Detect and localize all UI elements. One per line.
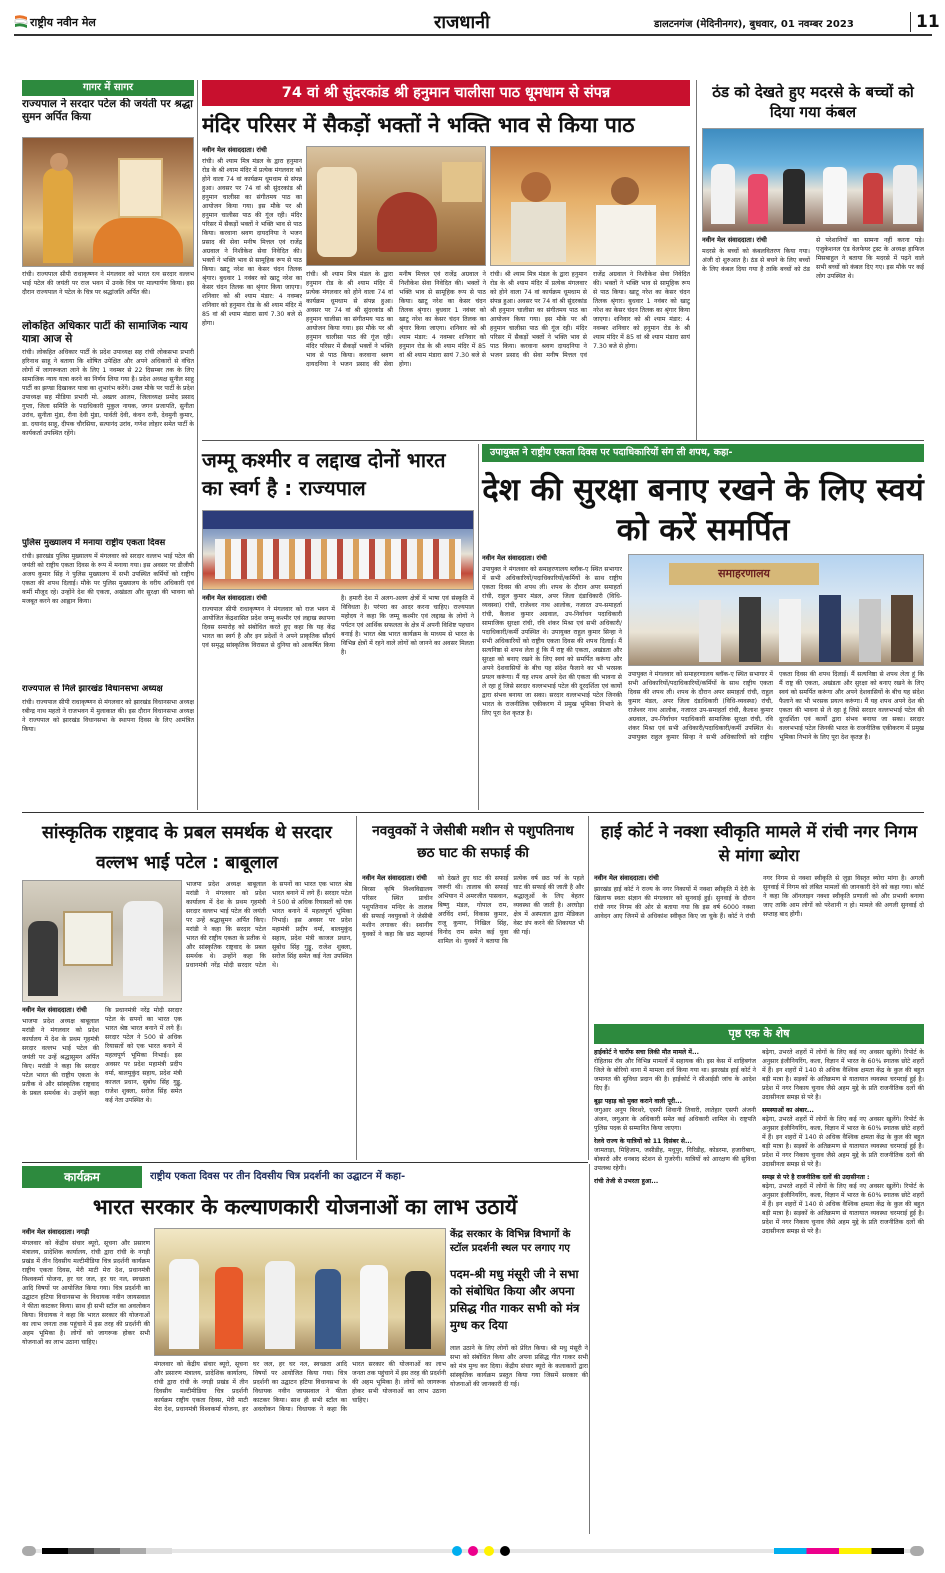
left-story-3-headline: पुलिस मुख्यालय में मनाया राष्ट्रीय एकता दिवस	[22, 538, 166, 548]
left-story-4-headline: राज्यपाल से मिले झारखंड विधानसभा अध्यक्ष	[22, 684, 163, 694]
jk-byline: नवीन मेल संवाददाता। रांची	[202, 594, 267, 602]
unity-body-col	[482, 554, 622, 804]
top-story-headline: मंदिर परिसर में सैकड़ों भक्तों ने भक्ति भाव से किया पाठ	[202, 113, 635, 137]
blanket-byline: नवीन मेल संवाददाता। रांची	[702, 236, 767, 244]
left-story-1-caption: रांची। राज्यपाल सीपी राधाकृष्णन ने मंगलवार को भारत रत्न सरदार वल्लभ भाई पटेल की जयंती पर राज भवन में उनके चित्र पर माल्यार्पण किया। इस दौरान राज्यपाल ने पटेल के चित्र पर श्रद्धांजलि अर्पित की।	[22, 271, 194, 296]
section-label-gagar: गागर में सागर	[22, 80, 194, 96]
unity-headline: देश की सुरक्षा बनाए रखने के लिए स्वयं को करें समर्पित	[482, 472, 924, 548]
unity-body-col-2	[628, 670, 924, 804]
top-story-body-cont-2: रांची। श्री श्याम मित्र मंडल के द्वारा हनुमान रोड के श्री श्याम मंदिर में प्रत्येक मंगलवार को होने वाला 74 वां कार्यक्रम धूमधाम से संपन्न हुआ। अवसर पर 74 वां श्री सुंदरकांड श्री हनुमान चालीसा का संगीतमय पाठ का आयोजन किया गया। इस मौके पर श्री हनुमान चालीसा पाठ की गूंज रही। मंदिर परिसर में सैकड़ों भक्तों ने भक्ति भाव से पाठ किया। करवाना श्रवण दायदनिया ने भजन प्रसाद की सेवा मनीष मित्तल एवं राजेंद्र अग्रवाल ने निशीकेश सेवा निवेदित की। भक्तों ने भक्ति भाव से सामूहिक रूप से पाठ किया। खाटू नरेश का केसर चंदन तिलक श्रृंगार। बुधवार 1 नवंबर को खाटू नरेश का केसर चंदन तिलक का श्रृंगार किया जाएगा। शनिवार को श्री श्याम मंडार: 4 नवम्बर शनिवार को हनुमान रोड के श्री श्याम मंदिर में 85 वां श्री श्याम मंडारा सायं 7.30 बजे से होगा।	[490, 271, 690, 359]
top-story-body-cont: रांची। श्री श्याम मित्र मंडल के द्वारा हनुमान रोड के श्री श्याम मंदिर में प्रत्येक मंगलवार को होने वाला 74 वां कार्यक्रम धूमधाम से संपन्न हुआ। अवसर पर 74 वां श्री सुंदरकांड श्री हनुमान चालीसा का संगीतमय पाठ का आयोजन किया गया। इस मौके पर श्री हनुमान चालीसा पाठ की गूंज रही। मंदिर परिसर में सैकड़ों भक्तों ने भक्ति भाव से पाठ किया। करवाना श्रवण दायदनिया ने भजन प्रसाद की सेवा मनीष मित्तल एवं राजेंद्र अग्रवाल ने निशीकेश सेवा निवेदित की। भक्तों ने भक्ति भाव से सामूहिक रूप से पाठ किया। खाटू नरेश का केसर चंदन तिलक श्रृंगार। बुधवार 1 नवंबर को खाटू नरेश का केसर चंदन तिलक का श्रृंगार किया जाएगा। शनिवार को श्री श्याम मंडार: 4 नवम्बर शनिवार को हनुमान रोड के श्री श्याम मंदिर में 85 वां श्री श्याम मंडारा सायं 7.30 बजे से होगा।	[306, 271, 486, 368]
jk-body-col	[202, 594, 474, 804]
tricolor-wave-icon	[14, 14, 28, 30]
left-story-1-headline: राज्यपाल ने सरदार पटेल की जयंती पर श्रद्धा सुमन अर्पित किया	[22, 98, 193, 123]
blanket-body: मदरसे के बच्चों को कंबलवितरण किया गया। अंजी दो शुरुआत है। ठंड से बचने के लिए बच्चों के लिए कंबल दिया गया है ताकि बच्चों को ठंड से परेशानियों का सामना नहीं करना पड़े। एजुकेशनल एंड वेलफेयर ट्रस्ट के अध्यक्ष हाफिज मिसबाहुल ने बताया कि मदरसे में पढ़ने वाले सभी बच्चों को कंबल दिए गए। इस मौके पर कई लोग उपस्थित थे।	[702, 237, 924, 280]
pond-body: बिरसा कृषि विश्वविद्यालय परिसर स्थित प्राचीन पशुपतिनाथ मन्दिर के तालाब की सफाई नवयुवकों ने जेसीबी मशीन लगाकर की। स्थानीय युवकों ने कहा कि छठ महापर्व को देखते हुए घाट की सफाई जरूरी थी। तालाब की सफाई अभियान में अमरजीत पासवान, बिष्णु मंडल, गोपाल राम, अरविंद शर्मा, विकास कुमार, राजू कुमार, निखिल सिंह, विनोद राम समेत कई युवा शामिल थे। युवकों ने बताया कि प्रत्येक वर्ष छठ पर्व के पहले घाट की सफाई की जाती है और श्रद्धालुओं के लिए बेहतर व्यवस्था की जाती है। अरघोड़ा क्षेत्र में अस्पताल द्वारा मेडिकल वेस्ट डंप करने की शिकायत भी की गई।	[362, 875, 584, 945]
unity-body: उपायुक्त ने मंगलवार को समाहरणालय ब्लॉक-ए स्थित सभागार में सभी अधिकारियों/पदाधिकारियों/कर्मियों के साथ राष्ट्रीय एकता दिवस की शपथ ली। शपथ के दौरान अपर समाहर्ता रांची, राहुल कुमार मंडल, अपर जिला दंडाधिकारी (विधि-व्यवस्था) रांची, राजेश्वर नाथ आलोक, नजारत उप-समाहर्ता रांची, कैलाश कुमार अग्रवाल, उप-निर्वाचन पदाधिकारी सामाजिक सुरक्षा रांची, रवि शंकर मिश्रा एवं सभी अधिकारी/पदाधिकारी/कर्मी उपस्थित थे। उपायुक्त राहुल कुमार सिन्हा ने सभी अधिकारियों को राष्ट्रीय एकता दिवस की शपथ दिलाई। मैं सत्यनिष्ठा से शपथ लेता हूं कि मैं राष्ट्र की एकता, अखंडता और सुरक्षा को बनाए रखने के लिए स्वयं को समर्पित करूंगा और अपने देशवासियों के बीच यह संदेश फैलाने का भी भरसक प्रयत्न करूंगा। मैं यह शपथ अपने देश की एकता की भावना से ले रहा हूं जिसे सरदार वल्लभभाई पटेल की दूरदर्शिता एवं कार्यों द्वारा संभव बनाया जा सका। सरदार वल्लभभाई पटेल जिनकी भारत के राजनीतिक एकीकरण में प्रमुख भूमिका निभाने के लिए पूरा देश कृतज्ञ है।	[482, 566, 622, 717]
unity-photo-banner: समाहरणालय	[669, 563, 819, 585]
page-one-rest-label: पृष्ठ एक के शेष	[594, 1024, 924, 1044]
top-story-banner: 74 वां श्री सुंदरकांड श्री हनुमान चालीसा पाठ धूमधाम से संपन्न	[202, 80, 690, 106]
patel-body: भाजपा प्रदेश अध्यक्ष बाबूलाल मरांडी ने मंगलवार को प्रदेश कार्यालय में देश के प्रथम गृहमंत्री सरदार वल्लभ भाई पटेल की जयंती पर उन्हें श्रद्धासुमन अर्पित किए। मरांडी ने कहा कि सरदार पटेल भारत की राष्ट्रीय एकता के प्रतीक थे और सांस्कृतिक राष्ट्रवाद के प्रबल समर्थक थे। उन्होंने कहा कि प्रधानमंत्री नरेंद्र मोदी सरदार पटेल के सपनों का भारत एक भारत श्रेष्ठ भारत बनाने में लगे हैं। सरदार पटेल ने 500 से अधिक रियासतों को एक भारत बनाने में महत्वपूर्ण भूमिका निभाई। इस अवसर पर प्रदेश महामंत्री प्रदीप वर्मा, बालमुकुंद सहाय, प्रदेश मंत्री काजल प्रधान, सुबोध सिंह गुड्डू, राजेश शुक्ला, सरोज सिंह समेत कई नेता उपस्थित थे।	[22, 1007, 182, 1104]
blanket-headline: ठंड को देखते हुए मदरसे के बच्चों को दिया गया कंबल	[712, 83, 914, 121]
left-story-4	[22, 684, 194, 695]
sundarkand-photo-2	[490, 146, 690, 266]
hc-headline: हाई कोर्ट ने नक्शा स्वीकृति मामले में रांची नगर निगम से मांगा ब्योरा	[600, 822, 918, 865]
blanket-photo	[702, 128, 924, 232]
jk-headline: जम्मू कश्मीर व लद्दाख दोनों भारत का स्वर्ग है : राज्यपाल	[202, 448, 446, 500]
rest-item6-head: समझ से परे है राजनीतिक दलों की उदासीनता :	[762, 1174, 870, 1181]
masthead	[14, 10, 940, 36]
patel-body-col1	[22, 1006, 182, 1160]
unity-kicker: उपायुक्त ने राष्ट्रीय एकता दिवस पर पदाधिकारियों संग ली शपथ, कहा-	[482, 444, 924, 462]
rest-right-body-3: बढ़ेगा, उभरते शहरों में लोगों के लिए कई नए अवसर खुलेंगे। रिपोर्ट के अनुसार इंजीनियरिंग, कला, विज्ञान में भारत के 60% स्नातक छोटे शहरों में हैं। इन शहरों में 140 से अधिक वैश्विक क्षमता केंद्र के कुल की बहुत बड़ी मात्रा है। सड़कों के अतिक्रमण से यातायात व्यवस्था चरमराई हुई है। प्रदेश में नगर निकाय चुनाव जैसे अहम मुद्दे के प्रति राजनीतिक दलों की उदासीनता समझ से परे है।	[762, 1183, 924, 1235]
paper-logo	[14, 12, 134, 32]
hc-body-col	[594, 874, 924, 1020]
unity-byline: नवीन मेल संवाददाता। रांची	[482, 554, 547, 562]
sundarkand-photo	[306, 146, 486, 266]
left-story-2	[22, 320, 194, 346]
program-body-col1	[22, 1228, 150, 1534]
hc-body: झारखंड हाई कोर्ट ने राज्य के नगर निकायों में नक्शा स्वीकृति में देरी के खिलाफ स्वतः संज्ञान की मंगलवार को सुनवाई हुई। सुनवाई के दौरान रांची नगर निगम की ओर से बताया गया कि इस वर्ष 6000 नक्शा आवेदन आए जिनमें से अधिकांश स्वीकृत किए जा चुके हैं। कोर्ट ने रांची नगर निगम से नक्शा स्वीकृति से जुड़ा विस्तृत ब्योरा मांगा है। अगली सुनवाई में निगम को लंबित मामलों की जानकारी देने को कहा गया। कोर्ट ने कहा कि ऑनलाइन नक्शा स्वीकृति प्रणाली को और प्रभावी बनाया जाए ताकि आम लोगों को परेशानी न हो। मामले की अगली सुनवाई दो सप्ताह बाद होगी।	[594, 875, 924, 920]
rest-item2-head: बूढ़ा पहाड़ को मुक्त कराने वाली पूरी...	[594, 1098, 683, 1105]
top-story-body: रांची। श्री श्याम मित्र मंडल के द्वारा हनुमान रोड के श्री श्याम मंदिर में प्रत्येक मंगलवार को होने वाला 74 वां कार्यक्रम धूमधाम से संपन्न हुआ। अवसर पर 74 वां श्री सुंदरकांड श्री हनुमान चालीसा का संगीतमय पाठ का आयोजन किया गया। इस मौके पर श्री हनुमान चालीसा पाठ की गूंज रही। मंदिर परिसर में सैकड़ों भक्तों ने भक्ति भाव से पाठ किया। करवाना श्रवण दायदनिया ने भजन प्रसाद की सेवा मनीष मित्तल एवं राजेंद्र अग्रवाल ने निशीकेश सेवा निवेदित की। भक्तों ने भक्ति भाव से सामूहिक रूप से पाठ किया। खाटू नरेश का केसर चंदन तिलक श्रृंगार। बुधवार 1 नवंबर को खाटू नरेश का केसर चंदन तिलक का श्रृंगार किया जाएगा। शनिवार को श्री श्याम मंडार: 4 नवम्बर शनिवार को हनुमान रोड के श्री श्याम मंदिर में 85 वां श्री श्याम मंडारा सायं 7.30 बजे से होगा।	[202, 158, 302, 327]
program-sidebar	[450, 1228, 588, 1534]
top-story-byline: नवीन मेल संवाददाता। रांची	[202, 146, 267, 154]
pond-headline: नववुवकों ने जेसीबी मशीन से पशुपतिनाथ छठ घाट की सफाई की	[372, 823, 574, 861]
hc-byline: नवीन मेल संवाददाता। रांची	[594, 874, 659, 882]
jk-photo	[202, 510, 474, 590]
program-body-col2	[154, 1360, 446, 1534]
program-kicker: राष्ट्रीय एकता दिवस पर तीन दिवसीय चित्र प्रदर्शनी का उद्घाटन में कहा-	[150, 1171, 406, 1182]
rest-item3-head: रेलवे राज्य के यात्रियों को 11 दिसंबर से...	[594, 1138, 692, 1145]
governor-photo	[22, 137, 194, 267]
paper-name: राष्ट्रीय नवीन मेल	[30, 16, 96, 29]
rest-item1-head: हाईकोर्ट ने चारोंफ सचा लिकी मौत मामले में...	[594, 1049, 699, 1056]
left-story-3-body: रांची। झारखंड पुलिस मुख्यालय में मंगलवार को सरदार वल्लभ भाई पटेल की जयंती को राष्ट्रीय एकता दिवस के रूप में मनाया गया। इस अवसर पर डीजीपी अजय कुमार सिंह ने पुलिस मुख्यालय में सभी उपस्थित कर्मियों को राष्ट्रीय एकता की शपथ दिलाई। मौके पर पुलिस मुख्यालय के वरीय अधिकारी एवं कर्मी मौजूद रहे। उन्होंने देश की एकता, अखंडता और सुरक्षा की भावना को मजबूत करने का आह्वान किया।	[22, 553, 194, 605]
unity-pledge-photo	[628, 554, 924, 666]
blanket-body-col	[702, 236, 924, 436]
left-story-1	[22, 98, 194, 124]
section-title: राजधानी	[434, 12, 490, 33]
program-label: कार्यक्रम	[22, 1166, 142, 1188]
dateline: डालटनगंज (मेदिनीनगर), बुधवार, 01 नवम्बर 2023	[654, 19, 854, 30]
patel-photo	[22, 880, 182, 1002]
footer-color-bar	[22, 1544, 924, 1558]
program-photo	[154, 1228, 446, 1356]
program-headline: भारत सरकार के कल्याणकारी योजनाओं का लाभ उठायें	[92, 1195, 518, 1219]
left-story-2-headline: लोकहित अधिकार पार्टी की सामाजिक न्याय यात्रा आज से	[22, 320, 188, 345]
left-story-3	[22, 538, 194, 549]
page-one-rest-col2	[762, 1048, 924, 1532]
patel-body-cont: भाजपा प्रदेश अध्यक्ष बाबूलाल मरांडी ने मंगलवार को प्रदेश कार्यालय में देश के प्रथम गृहमंत्री सरदार वल्लभ भाई पटेल की जयंती पर उन्हें श्रद्धासुमन अर्पित किए। मरांडी ने कहा कि सरदार पटेल भारत की राष्ट्रीय एकता के प्रतीक थे और सांस्कृतिक राष्ट्रवाद के प्रबल समर्थक थे। उन्होंने कहा कि प्रधानमंत्री नरेंद्र मोदी सरदार पटेल के सपनों का भारत एक भारत श्रेष्ठ भारत बनाने में लगे हैं। सरदार पटेल ने 500 से अधिक रियासतों को एक भारत बनाने में महत्वपूर्ण भूमिका निभाई। इस अवसर पर प्रदेश महामंत्री प्रदीप वर्मा, बालमुकुंद सहाय, प्रदेश मंत्री काजल प्रधान, सुबोध सिंह गुड्डू, राजेश शुक्ला, सरोज सिंह समेत कई नेता उपस्थित थे।	[186, 881, 352, 969]
program-body-cont: मंगलवार को केंद्रीय संचार ब्यूरो, सूचना और प्रसारण मंत्रालय, प्रादेशिक कार्यालय, रांची द्वारा रांची के नगड़ी प्रखंड में तीन दिवसीय मल्टीमीडिया चित्र प्रदर्शनी कार्यक्रम राष्ट्रीय एकता दिवस, मेरी माटी मेरा देश, प्रधानमंत्री विश्वकर्मा योजना, हर घर जल, हर घर नल, स्वच्छता आदि विषयों पर आयोजित किया गया। चित्र प्रदर्शनी का उद्घाटन हटिया विधानसभा के विधायक नवीन जायसवाल ने फीता काटकर किया। साथ ही सभी स्टॉल का अवलोकन किया। विधायक ने कहा कि भारत सरकार की योजनाओं का लाभ जनता तक पहुंचाने में इस तरह की प्रदर्शनी की अहम भूमिका है। लोगों को जागरूक होकर सभी योजनाओं का लाभ उठाना चाहिए।	[154, 1361, 446, 1413]
rest-item4-head: रांची तेजी से उभरता हुआ...	[594, 1178, 659, 1185]
program-body-2: लाल उठाने के लिए लोगों को प्रेरित किया। श्री मधु मंसूरी ने सभा को संबोधित किया और अपना प्रसिद्ध गीत गाकर सभी को मंत्र मुग्ध कर दिया। केंद्रीय संचार ब्यूरो के कलाकारों द्वारा सांस्कृतिक कार्यक्रम प्रस्तुत किया गया जिसमें सरकार की योजनाओं की जानकारी दी गई।	[450, 1345, 588, 1388]
pond-byline: नवीन मेल संवाददाता। रांची	[362, 874, 427, 882]
rest-right-body-2: बढ़ेगा, उभरते शहरों में लोगों के लिए कई नए अवसर खुलेंगे। रिपोर्ट के अनुसार इंजीनियरिंग, कला, विज्ञान में भारत के 60% स्नातक छोटे शहरों में हैं। इन शहरों में 140 से अधिक वैश्विक क्षमता केंद्र के कुल की बहुत बड़ी मात्रा है। सड़कों के अतिक्रमण से यातायात व्यवस्था चरमराई हुई है। प्रदेश में नगर निकाय चुनाव जैसे अहम मुद्दे के प्रति राजनीतिक दलों की उदासीनता समझ से परे है।	[762, 1116, 924, 1168]
program-byline: नवीन मेल संवाददाता। नगड़ी	[22, 1228, 90, 1236]
patel-headline: सांस्कृतिक राष्ट्रवाद के प्रबल समर्थक थे सरदार वल्लभ भाई पटेल : बाबूलाल	[42, 823, 332, 873]
page-number: 11	[910, 12, 940, 32]
left-story-2-body: रांची। लोकहित अधिकार पार्टी के प्रदेश उपाध्यक्ष सह रांची लोकसभा प्रभारी हरिनाथ साहू ने बताया कि शोषित उपेक्षित और अपने अधिकारों से वंचित लोगों में जागरूकता लाने के लिए 1 नवम्बर से 22 दिसम्बर तक के लिए सामाजिक न्याय यात्रा करने का निर्णय लिया गया है। प्रदेश अध्यक्ष सुनील साहू पार्टी का झण्डा दिखाकर यात्रा का शुभारंभ करेंगे। उक्त मौके पर पार्टी के प्रदेश उपाध्यक्ष सह मीडिया प्रभारी मो. अख्तर आलम, जिलाध्यक्ष प्रमोद प्रसाद गुप्ता, जिला समिति के पदाधिकारी मुकुल नायक, जगन प्रजापति, सुनीता उरांव, सुनीता मुंडा, रीना देवी मुंडा, पार्वती देवी, कंचन रानी, देवमुनी कुमार, डा. दयानंद साहू, दीपक चौरसिया, सत्यानंद उरांव, गणेश लोहार समेत पार्टी के कार्यकर्ता उपस्थित रहेंगे।	[22, 349, 194, 437]
rest-item2-body: जगुआर अनूप बिरथरे, एसपी शिवानी तिवारी, लातेहार एसपी अंजनी अंजन, जगुआर के अधिकारी समेत कई अधिकारी शामिल थे। राष्ट्रपति पुलिस पदक से सम्मानित किया जाएगा।	[594, 1107, 756, 1132]
jk-body: राज्यपाल सीपी राधाकृष्णन ने मंगलवार को राज भवन में आयोजित केंद्रशासित प्रदेश जम्मू कश्मीर एवं लद्दाख स्थापना दिवस समारोह को संबोधित करते हुए कहा कि यह केंद्र भारत का स्वर्ग है और इन प्रदेशों ने अपने प्राकृतिक सौंदर्य एवं समृद्ध सांस्कृतिक विरासत से दुनिया को आकर्षित किया है। हमारी देश में अलग-अलग क्षेत्रों में भाषा एवं संस्कृति में विविधता है। परंपरा का आदर करना चाहिए। राज्यपाल महोदय ने कहा कि जम्मू कश्मीर एवं लद्दाख के लोगों ने पर्यटन एवं आर्थिक सफलता के क्षेत्र में अपनी विशिष्ट पहचान बनाई है। भारत श्रेष्ठ भारत कार्यक्रम के माध्यम से भारत के विभिन्न क्षेत्रों में रहने वाले लोगों को जानने का अवसर मिलता है।	[202, 595, 474, 656]
rest-item1-body: रोहितास रॉय और विभिन्न मामलों में सहायक की। इस केस में शाहिबगंज जिले के बोरियो थाना में मामला दर्ज किया गया था। झारखंड हाई कोर्ट ने जमानत की सुविधा प्रदान की है। हाईकोर्ट ने सीआईडी जांच के आदेश दिए हैं।	[594, 1058, 756, 1092]
program-pullquote: पदम-श्री मधु मंसूरी जी ने सभा को संबोधित किया और अपना प्रसिद्ध गीत गाकर सभी को मंत्र मुग्ध कर दिया	[450, 1267, 580, 1332]
pond-body-col	[362, 874, 584, 1160]
rest-item5-head: समस्याओं का अंबार...	[762, 1107, 814, 1114]
top-story-col3	[490, 270, 690, 436]
rest-right-body: बढ़ेगा, उभरते शहरों में लोगों के लिए कई नए अवसर खुलेंगे। रिपोर्ट के अनुसार इंजीनियरिंग, कला, विज्ञान में भारत के 60% स्नातक छोटे शहरों में हैं। इन शहरों में 140 से अधिक वैश्विक क्षमता केंद्र के कुल की बहुत बड़ी मात्रा है। सड़कों के अतिक्रमण से यातायात व्यवस्था चरमराई हुई है। प्रदेश में नगर निकाय चुनाव जैसे अहम मुद्दे के प्रति राजनीतिक दलों की उदासीनता समझ से परे है।	[762, 1049, 924, 1101]
top-story-col1	[202, 146, 302, 436]
patel-byline: नवीन मेल संवाददाता। रांची	[22, 1006, 87, 1014]
unity-body-cont: उपायुक्त ने मंगलवार को समाहरणालय ब्लॉक-ए स्थित सभागार में सभी अधिकारियों/पदाधिकारियों/कर्मियों के साथ राष्ट्रीय एकता दिवस की शपथ ली। शपथ के दौरान अपर समाहर्ता रांची, राहुल कुमार मंडल, अपर जिला दंडाधिकारी (विधि-व्यवस्था) रांची, राजेश्वर नाथ आलोक, नजारत उप-समाहर्ता रांची, कैलाश कुमार अग्रवाल, उप-निर्वाचन पदाधिकारी सामाजिक सुरक्षा रांची, रवि शंकर मिश्रा एवं सभी अधिकारी/पदाधिकारी/कर्मी उपस्थित थे। उपायुक्त राहुल कुमार सिन्हा ने सभी अधिकारियों को राष्ट्रीय एकता दिवस की शपथ दिलाई। मैं सत्यनिष्ठा से शपथ लेता हूं कि मैं राष्ट्र की एकता, अखंडता और सुरक्षा को बनाए रखने के लिए स्वयं को समर्पित करूंगा और अपने देशवासियों के बीच यह संदेश फैलाने का भी भरसक प्रयत्न करूंगा। मैं यह शपथ अपने देश की एकता की भावना से ले रहा हूं जिसे सरदार वल्लभभाई पटेल की दूरदर्शिता एवं कार्यों द्वारा संभव बनाया जा सका। सरदार वल्लभभाई पटेल जिनकी भारत के राजनीतिक एकीकरण में प्रमुख भूमिका निभाने के लिए पूरा देश कृतज्ञ है।	[628, 671, 924, 741]
left-story-4-body: रांची। राज्यपाल सीपी राधाकृष्णन से मंगलवार को झारखंड विधानसभा अध्यक्ष रबीन्द्र नाथ महतो ने राजभवन में मुलाकात की। इस दौरान विधानसभा अध्यक्ष ने राज्यपाल को झारखंड विधानसभा के स्थापना दिवस के लिए आमंत्रित किया।	[22, 699, 194, 733]
page-one-rest-col1	[594, 1048, 756, 1532]
patel-body-col2	[186, 880, 352, 1160]
top-story-col2	[306, 270, 486, 436]
rest-item3-body: जामताड़ा, मिहिजाम, जसीडीह, मधुपुर, गिरिडीह, कोडरमा, हजारीबाग, बोकारो और धनबाद स्टेशन से गुजरेगी। यात्रियों को आरक्षण की सुविधा उपलब्ध रहेगी।	[594, 1147, 756, 1172]
program-sidebar-title: केंद्र सरकार के विभिन्न विभागों के स्टॉल प्रदर्शनी स्थल पर लगाए गए	[450, 1229, 571, 1254]
program-body: मंगलवार को केंद्रीय संचार ब्यूरो, सूचना और प्रसारण मंत्रालय, प्रादेशिक कार्यालय, रांची द्वारा रांची के नगड़ी प्रखंड में तीन दिवसीय मल्टीमीडिया चित्र प्रदर्शनी कार्यक्रम राष्ट्रीय एकता दिवस, मेरी माटी मेरा देश, प्रधानमंत्री विश्वकर्मा योजना, हर घर जल, हर घर नल, स्वच्छता आदि विषयों पर आयोजित किया गया। चित्र प्रदर्शनी का उद्घाटन हटिया विधानसभा के विधायक नवीन जायसवाल ने फीता काटकर किया। साथ ही सभी स्टॉल का अवलोकन किया। विधायक ने कहा कि भारत सरकार की योजनाओं का लाभ जनता तक पहुंचाने में इस तरह की प्रदर्शनी की अहम भूमिका है। लोगों को जागरूक होकर सभी योजनाओं का लाभ उठाना चाहिए।	[22, 1240, 150, 1346]
